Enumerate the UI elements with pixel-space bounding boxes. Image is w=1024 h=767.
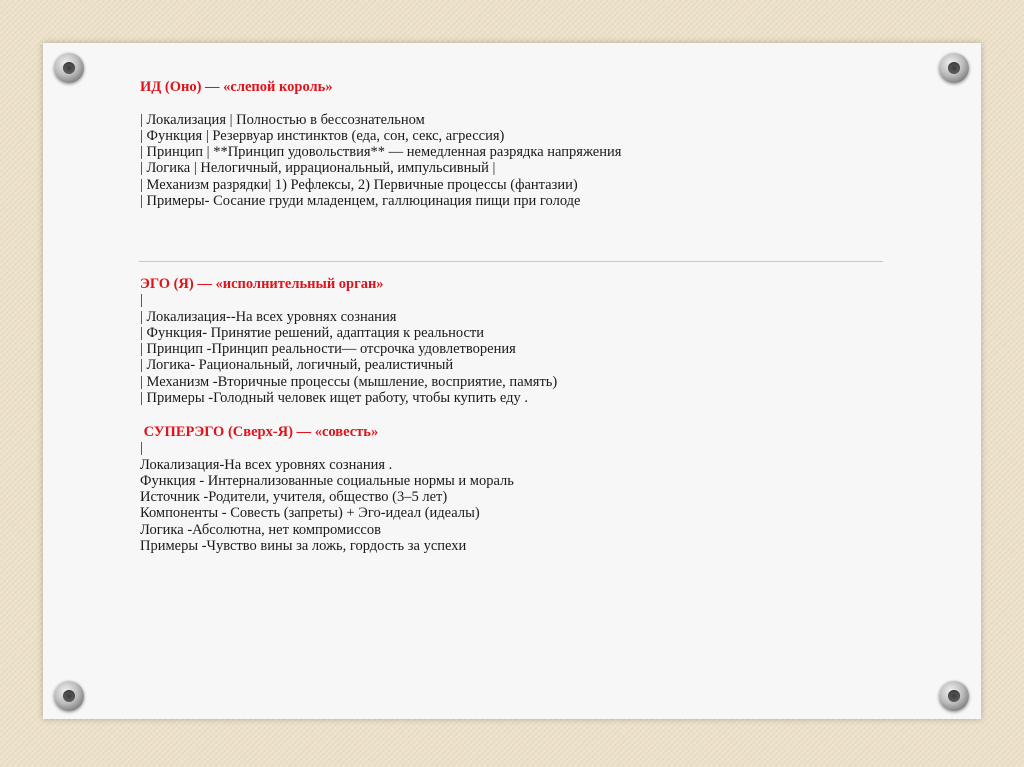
grommet-icon xyxy=(54,53,84,83)
superego-line: Логика -Абсолютна, нет компромиссов xyxy=(140,521,381,538)
superego-heading: СУПЕРЭГО (Сверх-Я) — «совесть» xyxy=(140,424,379,440)
id-line: | Локализация | Полностью в бессознательном xyxy=(140,111,425,128)
superego-line: Функция - Интернализованные социальные нормы и мораль xyxy=(140,472,514,489)
superego-line: | xyxy=(140,440,143,457)
ego-line: | Функция- Принятие решений, адаптация к реальности xyxy=(140,324,484,341)
slide xyxy=(43,43,981,719)
superego-line: Локализация-На всех уровнях сознания . xyxy=(140,456,393,473)
id-line: | Логика | Нелогичный, иррациональный, импульсивный | xyxy=(140,160,496,177)
grommet-icon xyxy=(939,681,969,711)
ego-line: | Локализация--На всех уровнях сознания xyxy=(140,308,397,325)
grommet-icon xyxy=(939,53,969,83)
ego-line: | xyxy=(140,292,143,309)
superego-section xyxy=(140,424,514,554)
id-line: | Функция | Резервуар инстинктов (еда, сон, секс, агрессия) xyxy=(140,127,505,144)
superego-line: Компоненты - Совесть (запреты) + Эго-идеал (идеалы) xyxy=(140,505,480,522)
ego-line: | Примеры -Голодный человек ищет работу, чтобы купить еду . xyxy=(140,390,529,407)
id-line: | Принцип | **Принцип удовольствия** — немедленная разрядка напряжения xyxy=(140,144,622,161)
ego-line: | Механизм -Вторичные процессы (мышление, восприятие, память) xyxy=(140,373,558,390)
id-line: | Примеры- Сосание груди младенцем, галлюцинация пищи при голоде xyxy=(140,193,581,210)
id-line: | Механизм разрядки| 1) Рефлексы, 2) Первичные процессы (фантазии) xyxy=(140,176,578,193)
ego-heading: ЭГО (Я) — «исполнительный орган» xyxy=(140,276,384,292)
ego-line: | Принцип -Принцип реальности— отсрочка удовлетворения xyxy=(140,341,516,358)
ego-section xyxy=(140,276,557,406)
ego-line: | Логика- Рациональный, логичный, реалистичный xyxy=(140,357,454,374)
section-divider xyxy=(139,261,883,262)
superego-line: Источник -Родители, учителя, общество (3–5 лет) xyxy=(140,489,448,506)
id-heading: ИД (Оно) — «слепой король» xyxy=(140,79,333,95)
superego-line: Примеры -Чувство вины за ложь, гордость за успехи xyxy=(140,538,467,555)
id-section xyxy=(140,79,621,209)
grommet-icon xyxy=(54,681,84,711)
